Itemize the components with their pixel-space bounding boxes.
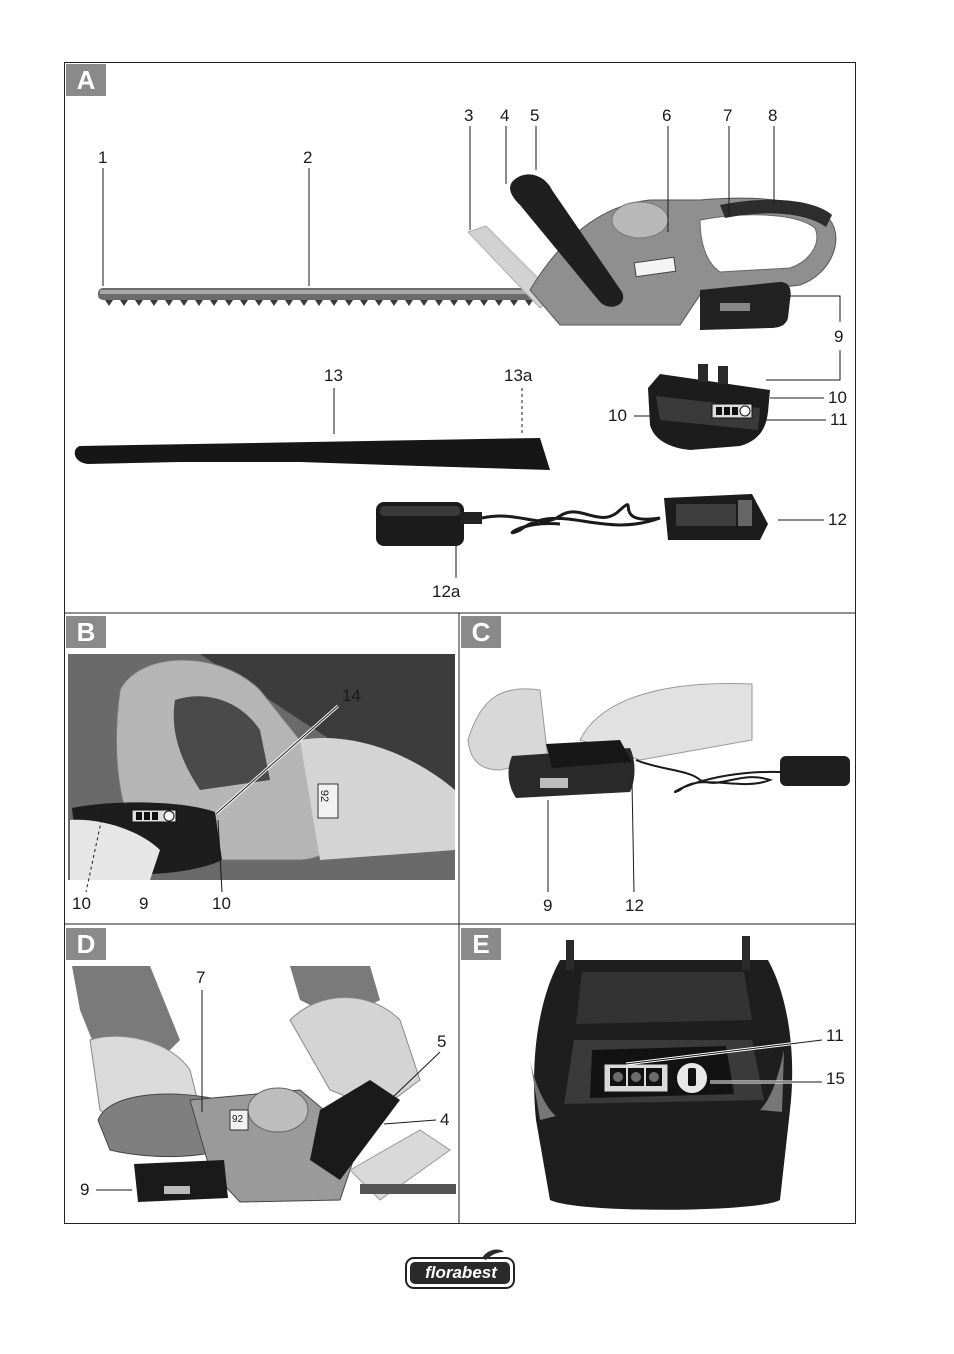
callout-12a: 12a bbox=[432, 582, 461, 601]
callout-13: 13 bbox=[324, 366, 343, 385]
callout-3: 3 bbox=[464, 106, 474, 125]
callout-2: 2 bbox=[303, 148, 313, 167]
callout-12: 12 bbox=[828, 510, 847, 529]
callout-10-right: 10 bbox=[828, 388, 847, 407]
panel-tag-c: C bbox=[461, 616, 501, 648]
callout-6: 6 bbox=[662, 106, 672, 125]
callout-10-b-right: 10 bbox=[212, 894, 231, 913]
logo-text: florabest bbox=[425, 1263, 497, 1282]
callout-4: 4 bbox=[500, 106, 510, 125]
panel-tag-d: D bbox=[66, 928, 106, 960]
callout-10-b-left: 10 bbox=[72, 894, 91, 913]
callout-4-d: 4 bbox=[440, 1110, 450, 1129]
florabest-logo bbox=[404, 1248, 516, 1290]
callout-8: 8 bbox=[768, 106, 778, 125]
panel-tag-b: B bbox=[66, 616, 106, 648]
callout-5: 5 bbox=[530, 106, 540, 125]
callout-14: 14 bbox=[342, 686, 361, 705]
model-badge-b: 92 bbox=[318, 789, 331, 803]
panel-tag-a: A bbox=[66, 64, 106, 96]
callout-13a: 13a bbox=[504, 366, 533, 385]
callout-9-b: 9 bbox=[139, 894, 149, 913]
callout-10-left: 10 bbox=[608, 406, 627, 425]
callout-12-c: 12 bbox=[625, 896, 644, 915]
callout-15: 15 bbox=[826, 1069, 845, 1088]
callout-9: 9 bbox=[834, 327, 844, 346]
panel-tag-e: E bbox=[461, 928, 501, 960]
model-badge-d: 92 bbox=[232, 1114, 244, 1125]
callout-1: 1 bbox=[98, 148, 108, 167]
callout-9-c: 9 bbox=[543, 896, 553, 915]
callout-11-e: 11 bbox=[826, 1026, 844, 1045]
callout-11: 11 bbox=[830, 410, 848, 429]
callout-5-d: 5 bbox=[437, 1032, 447, 1051]
callout-9-d: 9 bbox=[80, 1180, 90, 1199]
callout-7-d: 7 bbox=[196, 968, 206, 987]
callout-7: 7 bbox=[723, 106, 733, 125]
